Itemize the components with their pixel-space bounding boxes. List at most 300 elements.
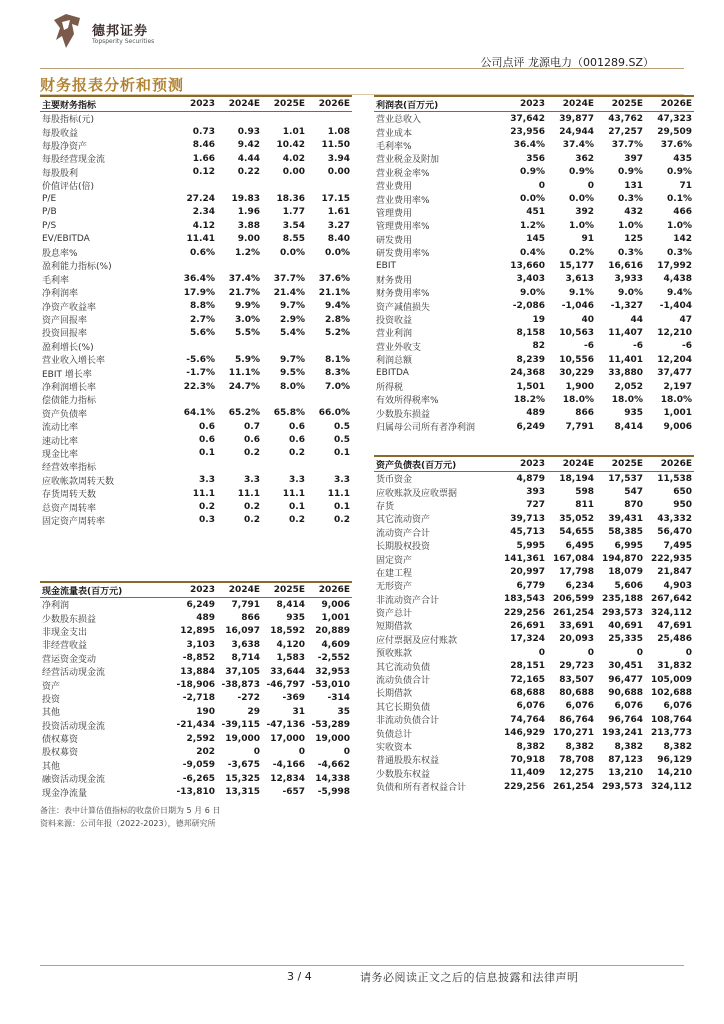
cell-value: 8,382: [663, 741, 692, 752]
table-title: 利润表(百万元): [374, 96, 498, 112]
cell-value: 37,477: [657, 368, 692, 379]
cell-value: 1.0%: [618, 220, 643, 231]
cell-value: 142: [673, 234, 692, 245]
cell-value: 3.88: [237, 220, 260, 231]
cell-value: 1,900: [565, 381, 594, 392]
cell-value: 0.9%: [569, 167, 594, 178]
cell-value: 489: [526, 408, 545, 419]
cell-value: 15,177: [559, 260, 594, 271]
row-label: EV/EBITDA: [42, 234, 90, 245]
cell-value: 47: [679, 314, 692, 325]
cell-value: 30,451: [608, 661, 643, 672]
table-row: [374, 313, 694, 326]
table-row: [40, 785, 352, 798]
cell-value: 0.1: [289, 502, 305, 513]
cell-value: 47,323: [657, 113, 692, 124]
row-label: 营业费用: [376, 182, 413, 193]
cell-value: 19,000: [315, 733, 350, 744]
year-header: 2026E: [307, 582, 352, 598]
cell-value: -657: [282, 787, 305, 798]
cell-value: 0.73: [192, 127, 215, 138]
table-row: [40, 166, 352, 179]
row-label: 其它流动负债: [376, 662, 431, 673]
cell-value: 20,997: [510, 567, 545, 578]
table-row: [40, 759, 352, 772]
cell-value: 27,257: [608, 127, 643, 138]
cell-value: 28,151: [510, 661, 545, 672]
cell-value: 4,438: [663, 274, 692, 285]
logo-text-cn: 德邦证券: [92, 24, 149, 39]
cell-value: -47,136: [266, 720, 305, 731]
cell-value: 2.9%: [280, 314, 305, 325]
cell-value: 102,688: [651, 687, 692, 698]
cell-value: 0.2%: [569, 247, 594, 258]
cell-value: 489: [196, 613, 215, 624]
cell-value: 5.5%: [235, 327, 260, 338]
cell-value: 6,076: [516, 701, 545, 712]
row-label: 长期借款: [376, 689, 413, 700]
table-row: [40, 447, 352, 460]
cell-value: 0.93: [237, 127, 260, 138]
cell-value: 8,158: [516, 327, 545, 338]
legal-disclaimer: 请务必阅读正文之后的信息披露和法律声明: [360, 971, 579, 984]
year-header: 2025E: [262, 96, 307, 112]
cell-value: 4,120: [276, 639, 305, 650]
row-label: 其它流动资产: [376, 515, 431, 526]
cell-value: 0.5: [334, 435, 350, 446]
row-label: 非流动负债合计: [376, 716, 440, 727]
table-row: [40, 206, 352, 219]
footer-divider: [40, 965, 684, 966]
cell-value: 17,000: [270, 733, 305, 744]
cell-value: 15,325: [225, 773, 260, 784]
cell-value: 3.3: [334, 475, 350, 486]
table-row: [40, 487, 352, 500]
cell-value: 866: [575, 408, 594, 419]
row-label: 投资活动现金流: [42, 721, 106, 732]
cell-value: 18.0%: [660, 394, 692, 405]
year-header: 2023: [498, 96, 547, 112]
cell-value: 6,234: [565, 580, 594, 591]
row-label: 少数股东损益: [376, 409, 431, 420]
table-row: [40, 745, 352, 758]
cell-value: 17.9%: [183, 287, 215, 298]
cell-value: 811: [575, 500, 594, 511]
cell-value: 8,239: [516, 354, 545, 365]
cell-value: [172, 340, 217, 353]
row-label: P/E: [42, 194, 57, 205]
table-row: [374, 472, 694, 486]
row-label: 长期股权投资: [376, 542, 431, 553]
row-label: 归属母公司所有者净利润: [376, 423, 476, 434]
table-row: [40, 286, 352, 299]
cell-value: -53,289: [311, 720, 350, 731]
table-row: [374, 326, 694, 339]
cell-value: [307, 460, 352, 473]
cell-value: 18.0%: [562, 394, 594, 405]
row-label: EBIT 增长率: [42, 369, 92, 380]
cell-value: [262, 460, 307, 473]
table-row: [374, 259, 694, 272]
cell-value: 125: [624, 234, 643, 245]
table-row: [40, 192, 352, 205]
row-label: 总资产周转率: [42, 503, 97, 514]
table-row: [374, 619, 694, 632]
table-row: [40, 299, 352, 312]
cell-value: 96,477: [608, 674, 643, 685]
table-row: [40, 598, 352, 612]
row-label: 固定资产周转率: [42, 516, 106, 527]
row-label: 管理费用: [376, 208, 413, 219]
row-label: 短期借款: [376, 622, 413, 633]
cell-value: 0: [587, 647, 594, 658]
cell-value: 0.1: [334, 502, 350, 513]
row-label: EBITDA: [376, 368, 409, 379]
row-label: 资产: [42, 681, 61, 692]
cell-value: 9,006: [321, 599, 350, 610]
cell-value: 6,779: [516, 580, 545, 591]
cell-value: 0.2: [199, 502, 215, 513]
table-row: [40, 625, 352, 638]
table-row: [374, 233, 694, 246]
row-label: 研发费用: [376, 235, 413, 246]
table-row: [40, 500, 352, 513]
cell-value: 0.6: [244, 435, 260, 446]
cell-value: 1.01: [282, 127, 305, 138]
row-label: 盈利增长(%): [42, 342, 94, 353]
cell-value: 0.6%: [190, 247, 215, 258]
cell-value: -18,906: [176, 680, 215, 691]
table-row: [40, 719, 352, 732]
cell-value: 0.0%: [520, 194, 545, 205]
table-row: [374, 420, 694, 433]
cell-value: 4.12: [192, 220, 215, 231]
table-row: [374, 246, 694, 259]
row-label: 非现金支出: [42, 627, 88, 638]
row-label: 资产总计: [376, 609, 413, 620]
row-label: 有效所得税率%: [376, 396, 439, 407]
row-label: 每股股利: [42, 168, 79, 179]
year-header: 2025E: [596, 456, 645, 472]
table-row: [40, 366, 352, 379]
table-row: [374, 539, 694, 552]
cell-value: -2,718: [182, 693, 215, 704]
cell-value: 0.1: [334, 448, 350, 459]
cell-value: -6: [633, 341, 643, 352]
cell-value: 105,009: [651, 674, 692, 685]
cell-value: [172, 393, 217, 406]
cell-value: 451: [526, 207, 545, 218]
row-label: 负债和所有者权益合计: [376, 783, 467, 794]
cell-value: 3.27: [327, 220, 350, 231]
cell-value: 17,798: [559, 567, 594, 578]
cell-value: 10,563: [559, 327, 594, 338]
table-row: [40, 433, 352, 446]
cell-value: 58,385: [608, 527, 643, 538]
year-header: 2024E: [547, 96, 596, 112]
row-label: 营业总收入: [376, 115, 422, 126]
table-row: [374, 552, 694, 565]
cell-value: 3.3: [199, 475, 215, 486]
cell-value: -38,873: [221, 680, 260, 691]
cell-value: [307, 340, 352, 353]
cell-value: 3,933: [614, 274, 643, 285]
row-label: 营业利润: [376, 329, 413, 340]
table-row: [374, 192, 694, 205]
cell-value: -4,662: [317, 760, 350, 771]
cell-value: 37.7%: [611, 140, 643, 151]
table-row: [374, 152, 694, 165]
cell-value: -272: [237, 693, 260, 704]
cell-value: 9.0%: [520, 287, 545, 298]
cell-value: 36.4%: [513, 140, 545, 151]
table-row: [374, 526, 694, 539]
row-label: 财务费用: [376, 275, 413, 286]
row-label: 股权募资: [42, 748, 79, 759]
row-label: 负债总计: [376, 729, 413, 740]
cell-value: 145: [526, 234, 545, 245]
row-label: 毛利率%: [376, 141, 412, 152]
cell-value: 3,103: [186, 639, 215, 650]
row-label: 普通股股东权益: [376, 756, 440, 767]
table-row: [374, 753, 694, 766]
cell-value: 29,509: [657, 127, 692, 138]
cell-value: 56,470: [657, 527, 692, 538]
cell-value: 35,052: [559, 513, 594, 524]
cell-value: 1,583: [276, 653, 305, 664]
cell-value: 20,093: [559, 634, 594, 645]
row-label: 价值评估(倍): [42, 182, 95, 193]
table-row: [40, 246, 352, 259]
cell-value: 9.42: [237, 140, 260, 151]
cell-value: 33,691: [559, 620, 594, 631]
cell-value: 8,414: [614, 421, 643, 432]
cell-value: -314: [327, 693, 350, 704]
cell-value: 2,197: [663, 381, 692, 392]
cell-value: 0.6: [199, 435, 215, 446]
cell-value: 8.0%: [280, 381, 305, 392]
cell-value: -1,327: [610, 301, 643, 312]
cell-value: 11.1%: [228, 368, 260, 379]
row-label: 投资: [42, 694, 61, 705]
cell-value: 0: [343, 746, 350, 757]
cell-value: 0.4%: [520, 247, 545, 258]
cell-value: 20,889: [315, 626, 350, 637]
table-row: [40, 313, 352, 326]
cell-value: [262, 112, 307, 126]
cell-value: 8,414: [276, 599, 305, 610]
cell-value: 8,382: [565, 741, 594, 752]
cell-value: 26,691: [510, 620, 545, 631]
row-label: 在建工程: [376, 568, 413, 579]
cell-value: 131: [624, 180, 643, 191]
table-row: [374, 659, 694, 672]
row-label: 每股净资产: [42, 141, 88, 152]
cell-value: 45,713: [510, 527, 545, 538]
cell-value: 11.1: [237, 488, 260, 499]
cell-value: 8,382: [516, 741, 545, 752]
cell-value: 0.2: [334, 515, 350, 526]
year-header: 2023: [498, 456, 547, 472]
table-row: [374, 393, 694, 406]
table-row: [40, 139, 352, 152]
cell-value: 0: [298, 746, 305, 757]
table-row: [40, 611, 352, 624]
cell-value: 47,691: [657, 620, 692, 631]
cell-value: 0.12: [192, 167, 215, 178]
company-logo: [52, 14, 192, 50]
table-row: [374, 646, 694, 659]
cell-value: 5.2%: [325, 327, 350, 338]
cell-value: 235,188: [602, 594, 643, 605]
year-header: 2024E: [547, 456, 596, 472]
cell-value: 466: [673, 207, 692, 218]
cell-value: 1.2%: [235, 247, 260, 258]
cell-value: 3.3: [289, 475, 305, 486]
table-row: [374, 512, 694, 525]
logo-text-en: Topsperity Securities: [92, 38, 155, 45]
cell-value: 1.0%: [667, 220, 692, 231]
cell-value: 6,076: [565, 701, 594, 712]
cell-value: 547: [624, 487, 643, 498]
cell-value: 8,714: [231, 653, 260, 664]
cell-value: 18,079: [608, 567, 643, 578]
row-label: 净利润: [42, 601, 70, 612]
cell-value: 3,638: [231, 639, 260, 650]
cell-value: 0.00: [327, 167, 350, 178]
cell-value: 0.6: [289, 435, 305, 446]
cell-value: 0.6: [199, 421, 215, 432]
cell-value: -6: [584, 341, 594, 352]
row-label: EBIT: [376, 260, 397, 271]
row-label: 利润总额: [376, 356, 413, 367]
table-row: [40, 514, 352, 527]
table-row: [374, 606, 694, 619]
cell-value: 0.2: [289, 448, 305, 459]
table-row: [40, 638, 352, 651]
cell-value: 3,613: [565, 274, 594, 285]
cell-value: 43,332: [657, 513, 692, 524]
cell-value: 65.2%: [228, 408, 260, 419]
cell-value: 1.61: [327, 207, 350, 218]
cell-value: -1,046: [561, 301, 594, 312]
cell-value: 91: [581, 234, 594, 245]
cell-value: 24.7%: [228, 381, 260, 392]
cell-value: -3,675: [227, 760, 260, 771]
cell-value: 183,543: [504, 594, 545, 605]
cell-value: [217, 112, 262, 126]
table-row: [374, 179, 694, 192]
row-label: P/S: [42, 220, 57, 231]
row-label: 营业收入增长率: [42, 356, 106, 367]
cell-value: 6,076: [663, 701, 692, 712]
table-row: [374, 633, 694, 646]
table-row: [40, 353, 352, 366]
cell-value: 194,870: [602, 554, 643, 565]
cell-value: 29: [247, 706, 260, 717]
cell-value: -1.7%: [186, 368, 215, 379]
row-label: 现金净流量: [42, 788, 88, 799]
table-notes: [40, 804, 220, 830]
row-label: 投资收益: [376, 316, 413, 327]
table-header-row: [374, 96, 694, 112]
row-label: 每股收益: [42, 128, 79, 139]
table-row: [374, 139, 694, 152]
cell-value: 10,556: [559, 354, 594, 365]
cell-value: 2,592: [186, 733, 215, 744]
cell-value: -2,086: [512, 301, 545, 312]
cell-value: [172, 112, 217, 126]
cell-value: 324,112: [651, 781, 692, 792]
cell-value: 21.1%: [318, 287, 350, 298]
cell-value: 2.34: [192, 207, 215, 218]
cell-value: 11.41: [186, 234, 215, 245]
cell-value: 193,241: [602, 728, 643, 739]
row-label: 少数股东权益: [376, 769, 431, 780]
table-row: [374, 125, 694, 138]
cell-value: 6,995: [614, 540, 643, 551]
cell-value: 167,084: [553, 554, 594, 565]
cell-value: 25,335: [608, 634, 643, 645]
cell-value: 1,001: [663, 408, 692, 419]
cell-value: 17,992: [657, 260, 692, 271]
cell-value: 70,918: [510, 754, 545, 765]
year-header: 2025E: [596, 96, 645, 112]
cell-value: 14,210: [657, 768, 692, 779]
cell-value: 8.46: [192, 140, 215, 151]
cell-value: 40: [581, 314, 594, 325]
row-label: 股息率%: [42, 249, 78, 260]
cell-value: 108,764: [651, 714, 692, 725]
cell-value: -39,115: [221, 720, 260, 731]
cell-value: 1.77: [282, 207, 305, 218]
section-title: 财务报表分析和预测: [40, 76, 185, 94]
cell-value: 4,903: [663, 580, 692, 591]
cell-value: 39,877: [559, 113, 594, 124]
row-label: 存货: [376, 501, 395, 512]
cell-value: 31,832: [657, 661, 692, 672]
cell-value: 0.3%: [618, 194, 643, 205]
cell-value: 83,507: [559, 674, 594, 685]
cash-flow-table: [40, 581, 352, 799]
cell-value: 7,791: [231, 599, 260, 610]
cell-value: -5,998: [317, 787, 350, 798]
cell-value: -46,797: [266, 680, 305, 691]
row-label: 资产回报率: [42, 316, 88, 327]
row-label: 经营效率指标: [42, 463, 97, 474]
cell-value: 4.44: [237, 153, 260, 164]
cell-value: 17.15: [321, 194, 350, 205]
cell-value: 0: [538, 647, 545, 658]
year-header: 2024E: [217, 96, 262, 112]
note-line: 备注：表中计算估值指标的收盘价日期为 5 月 6 日: [40, 806, 221, 815]
cell-value: 11.50: [321, 140, 350, 151]
cell-value: -13,810: [176, 787, 215, 798]
cell-value: -369: [282, 693, 305, 704]
cell-value: 21,847: [657, 567, 692, 578]
cell-value: 261,254: [553, 781, 594, 792]
cell-value: 9.7%: [280, 301, 305, 312]
table-row: [40, 259, 352, 272]
table-row: [40, 112, 352, 126]
cell-value: 37.4%: [228, 274, 260, 285]
table-row: [374, 686, 694, 699]
cell-value: 5.6%: [190, 327, 215, 338]
cell-value: 9.0%: [618, 287, 643, 298]
cell-value: 324,112: [651, 607, 692, 618]
table-row: [374, 740, 694, 753]
table-title: 资产负债表(百万元): [374, 456, 498, 472]
